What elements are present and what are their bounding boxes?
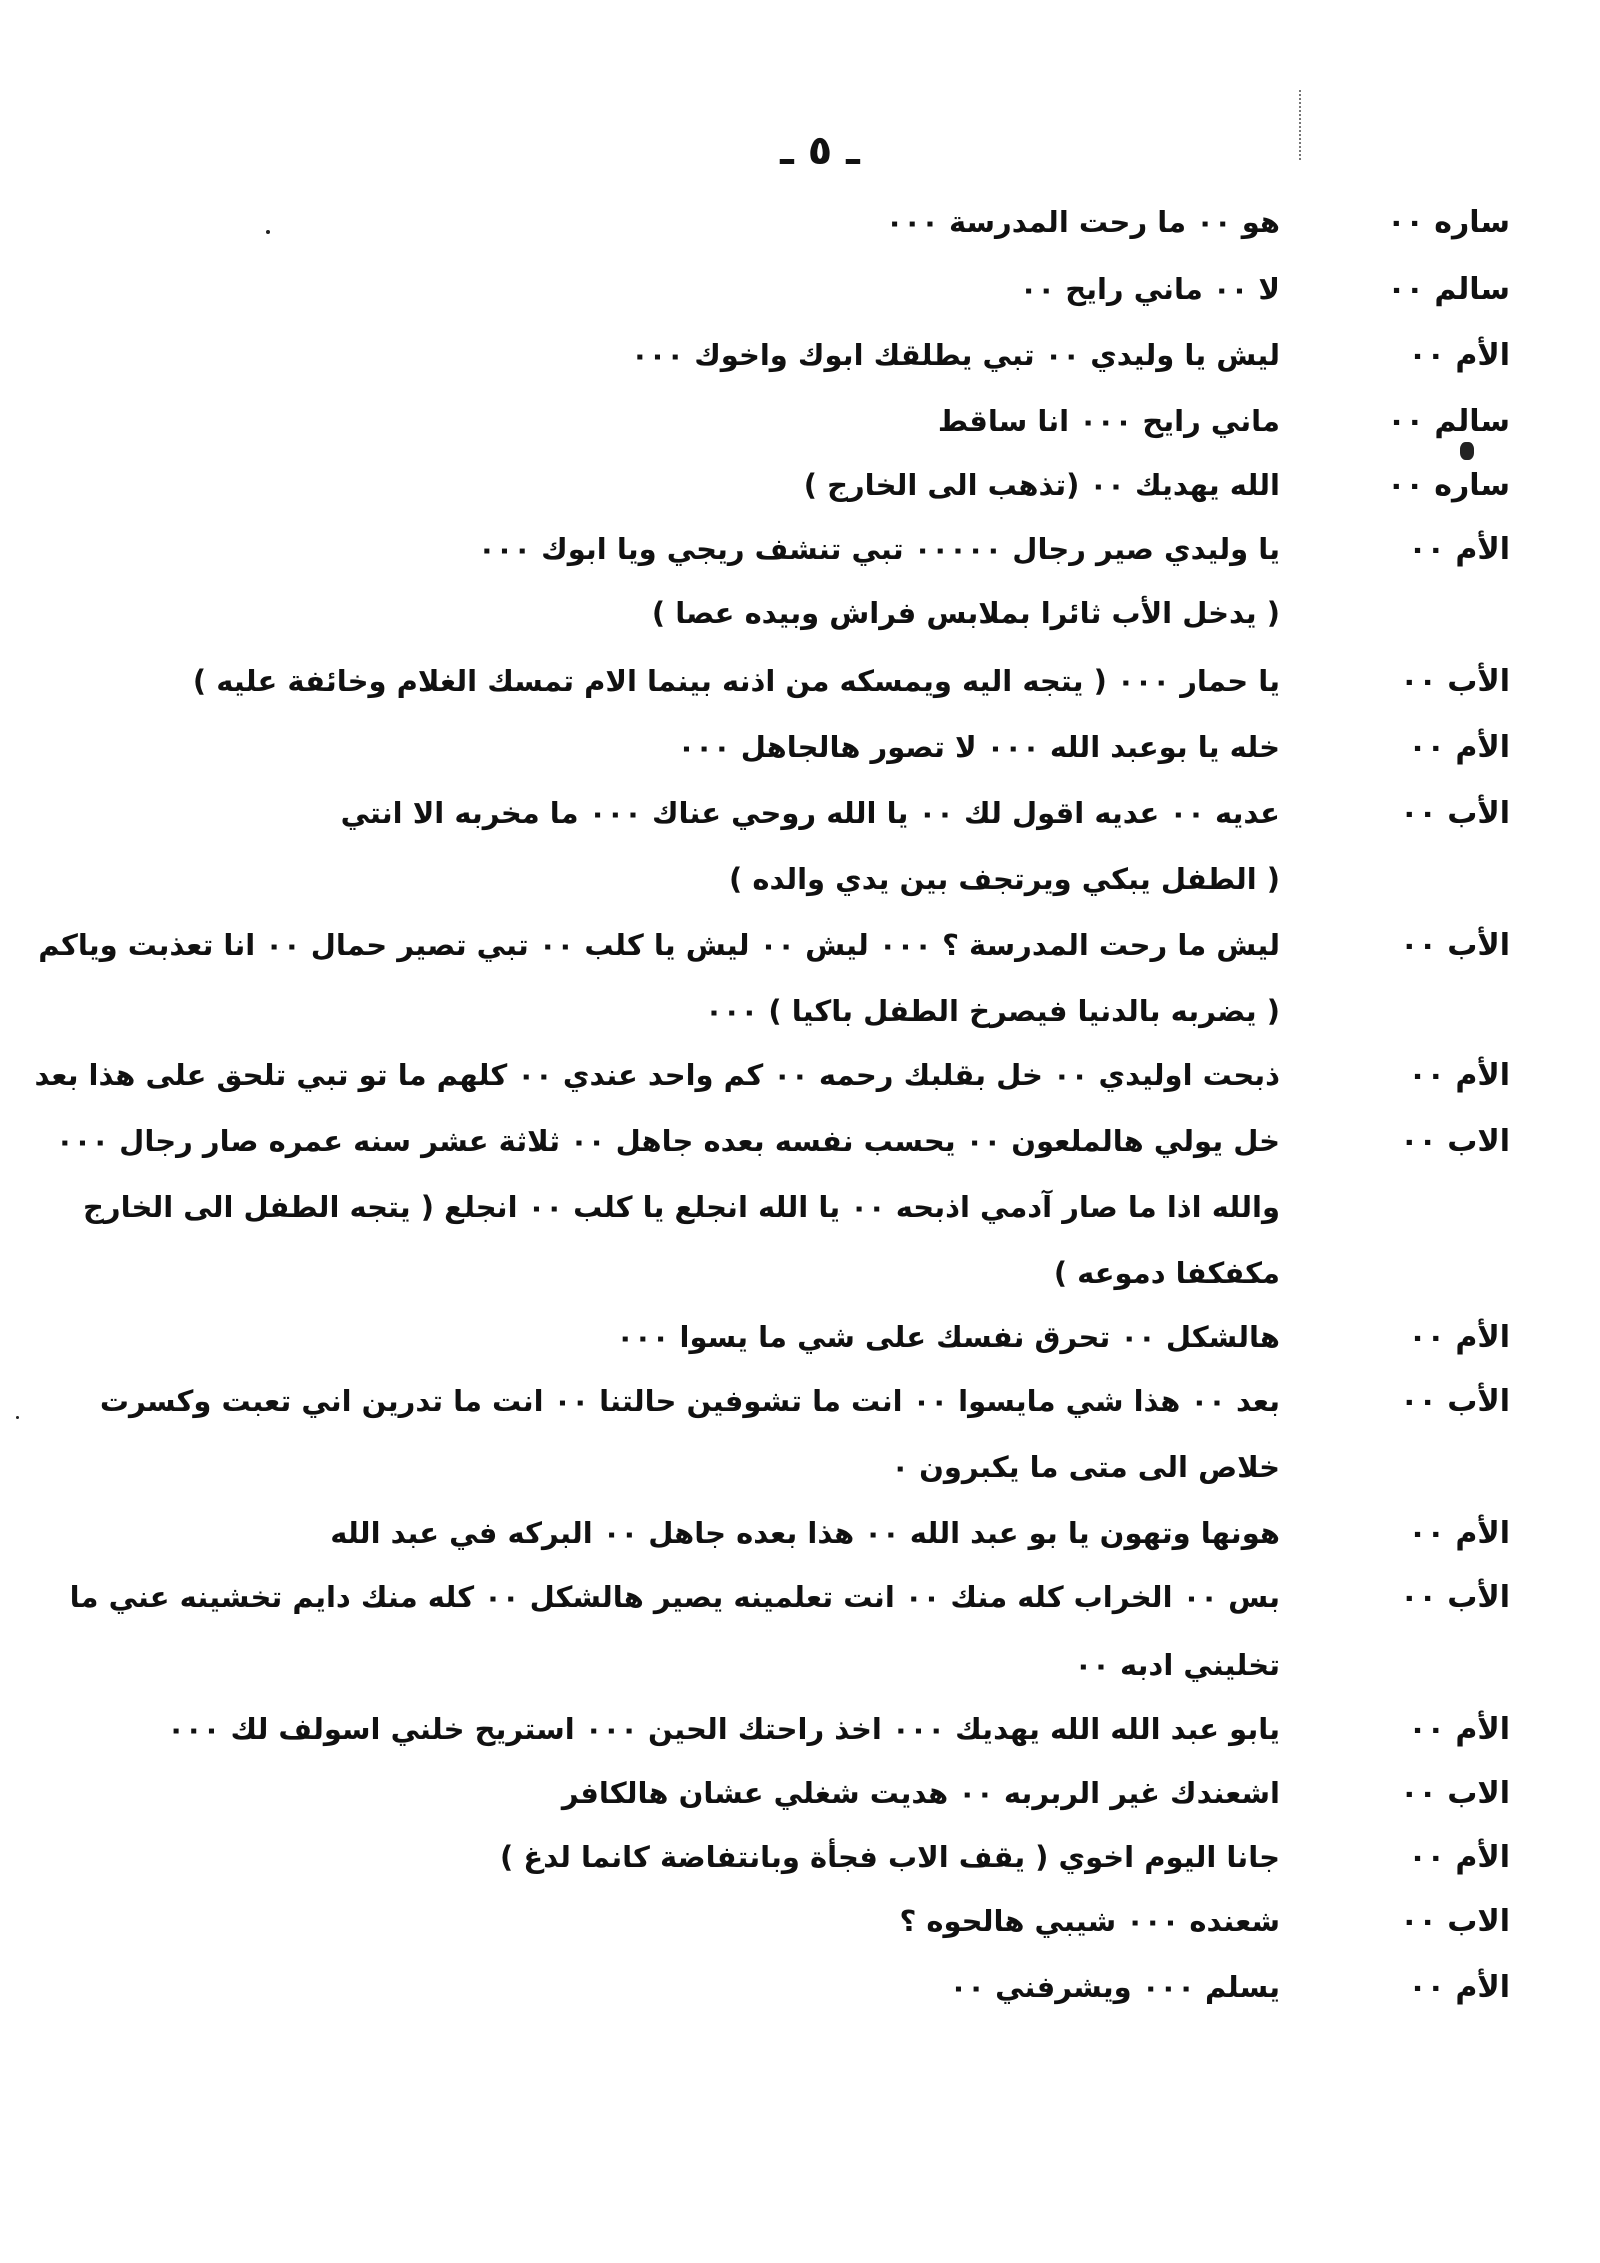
script-line (0, 796, 1600, 856)
dialogue-text: يسلم ٠٠٠ ويشرفني ٠٠ (949, 1970, 1280, 2004)
dialogue-text: خلاص الى متى ما يكبرون ٠ (891, 1450, 1280, 1484)
speaker-label: الاب ٠٠ (1400, 1776, 1510, 1811)
dialogue-text: يا حمار ٠٠٠ ( يتجه اليه ويمسكه من اذنه بينما الام تمسك الغلام وخائفة عليه ) (192, 664, 1280, 698)
script-line (0, 1516, 1600, 1576)
speaker-label: سالم ٠٠ (1387, 404, 1510, 439)
dialogue-text: خله يا بوعبد الله ٠٠٠ لا تصور هالجاهل ٠٠٠ (677, 730, 1280, 764)
script-line (0, 1124, 1600, 1184)
script-line (0, 1450, 1600, 1510)
dialogue-text: جانا اليوم اخوي ( يقف الاب فجأة وبانتفاضة كانما لدغ ) (500, 1840, 1280, 1874)
speaker-label: الأم ٠٠ (1408, 338, 1510, 373)
dialogue-text: والله اذا ما صار آدمي اذبحه ٠٠ يا الله انجلع يا كلب ٠٠ انجلع ( يتجه الطفل الى الخارج (82, 1190, 1280, 1224)
script-line (0, 1712, 1600, 1772)
script-line (0, 1384, 1600, 1444)
script-line (0, 730, 1600, 790)
script-line (0, 532, 1600, 592)
dialogue-text: اشعندك غير الربربه ٠٠ هديت شغلي عشان هالكافر (561, 1776, 1280, 1810)
script-line (0, 1190, 1600, 1250)
dialogue-text: لا ٠٠ ماني رايح ٠٠ (1019, 272, 1280, 306)
ink-blot (1460, 442, 1474, 460)
script-line (0, 1840, 1600, 1900)
dialogue-text: شعنده ٠٠٠ شيبي هالحوه ؟ (899, 1904, 1280, 1938)
speaker-label: الأب ٠٠ (1400, 928, 1510, 963)
dialogue-text: هو ٠٠ ما رحت المدرسة ٠٠٠ (885, 205, 1280, 239)
dialogue-text: ليش ما رحت المدرسة ؟ ٠٠٠ ليش ٠٠ ليش يا كلب ٠٠ تبي تصير حمال ٠٠ انا تعذبت وياكم (38, 928, 1280, 962)
speaker-label: ساره ٠٠ (1387, 205, 1510, 240)
speaker-label: الأب ٠٠ (1400, 796, 1510, 831)
stage-direction-line (0, 862, 1600, 922)
script-line (0, 205, 1600, 265)
script-line (0, 1776, 1600, 1836)
script-line (0, 272, 1600, 332)
page-number: ـ ٥ ـ (780, 128, 860, 174)
speaker-label: الاب ٠٠ (1400, 1124, 1510, 1159)
dialogue-text: بعد ٠٠ هذا شي مايسوا ٠٠ انت ما تشوفين حالتنا ٠٠ انت ما تدرين اني تعبت وكسرت (99, 1384, 1280, 1418)
ink-speck (16, 1416, 19, 1419)
script-line (0, 1970, 1600, 2030)
speaker-label: الأم ٠٠ (1408, 1058, 1510, 1093)
stage-direction-line (0, 596, 1600, 656)
stage-direction-line (0, 994, 1600, 1054)
stage-direction-text: ( يدخل الأب ثائرا بملابس فراش وبيده عصا ) (651, 596, 1280, 630)
ink-speck (266, 230, 270, 234)
dialogue-text: خل يولي هالملعون ٠٠ يحسب نفسه بعده جاهل ٠٠ ثلاثة عشر سنه عمره صار رجال ٠٠٠ (55, 1124, 1280, 1158)
script-line (0, 928, 1600, 988)
script-line (0, 404, 1600, 464)
dialogue-text: تخليني ادبه ٠٠ (1074, 1648, 1280, 1682)
script-line (0, 1648, 1600, 1708)
speaker-label: الاب ٠٠ (1400, 1904, 1510, 1939)
script-line (0, 1320, 1600, 1380)
dialogue-text: الله يهديك ٠٠ (تذهب الى الخارج ) (803, 468, 1280, 502)
dialogue-text: يا وليدي صير رجال ٠٠٠٠٠ تبي تنشف ريجي ويا ابوك ٠٠٠ (477, 532, 1280, 566)
dialogue-text: ذبحت اوليدي ٠٠ خل بقلبك رحمه ٠٠ كم واحد عندي ٠٠ كلهم ما تو تبي تلحق على هذا بعد (34, 1058, 1280, 1092)
stage-direction-text: ( الطفل يبكي ويرتجف بين يدي والده ) (729, 862, 1280, 896)
speaker-label: سالم ٠٠ (1387, 272, 1510, 307)
speaker-label: الأم ٠٠ (1408, 1712, 1510, 1747)
script-line (0, 1256, 1600, 1316)
dialogue-text: يابو عبد الله الله يهديك ٠٠٠ اخذ راحتك الحين ٠٠٠ استريح خلني اسولف لك ٠٠٠ (167, 1712, 1280, 1746)
speaker-label: الأم ٠٠ (1408, 1320, 1510, 1355)
speaker-label: الأم ٠٠ (1408, 1516, 1510, 1551)
speaker-label: الأب ٠٠ (1400, 1580, 1510, 1615)
dialogue-text: مكفكفا دموعه ) (1053, 1256, 1280, 1290)
speaker-label: الأم ٠٠ (1408, 532, 1510, 567)
dialogue-text: هالشكل ٠٠ تحرق نفسك على شي ما يسوا ٠٠٠ (616, 1320, 1280, 1354)
script-line (0, 338, 1600, 398)
script-line (0, 468, 1600, 528)
speaker-label: الأب ٠٠ (1400, 664, 1510, 699)
speaker-label: الأم ٠٠ (1408, 1970, 1510, 2005)
speaker-label: ساره ٠٠ (1387, 468, 1510, 503)
speaker-label: الأب ٠٠ (1400, 1384, 1510, 1419)
script-line (0, 1580, 1600, 1640)
dialogue-text: بس ٠٠ الخراب كله منك ٠٠ انت تعلمينه يصير هالشكل ٠٠ كله منك دايم تخشينه عني ما (69, 1580, 1280, 1614)
script-line (0, 1058, 1600, 1118)
speaker-label: الأم ٠٠ (1408, 1840, 1510, 1875)
speaker-label: الأم ٠٠ (1408, 730, 1510, 765)
dialogue-text: هونها وتهون يا بو عبد الله ٠٠ هذا بعده جاهل ٠٠ البركه في عبد الله (330, 1516, 1280, 1550)
dialogue-text: عديه ٠٠ عديه اقول لك ٠٠ يا الله روحي عناك ٠٠٠ ما مخربه الا انتي (340, 796, 1280, 830)
dialogue-text: ماني رايح ٠٠٠ انا ساقط (937, 404, 1280, 438)
stage-direction-text: ( يضربه بالدنيا فيصرخ الطفل باكيا ) ٠٠٠ (705, 994, 1280, 1028)
script-line (0, 664, 1600, 724)
script-line (0, 1904, 1600, 1964)
dialogue-text: ليش يا وليدي ٠٠ تبي يطلقك ابوك واخوك ٠٠٠ (630, 338, 1280, 372)
